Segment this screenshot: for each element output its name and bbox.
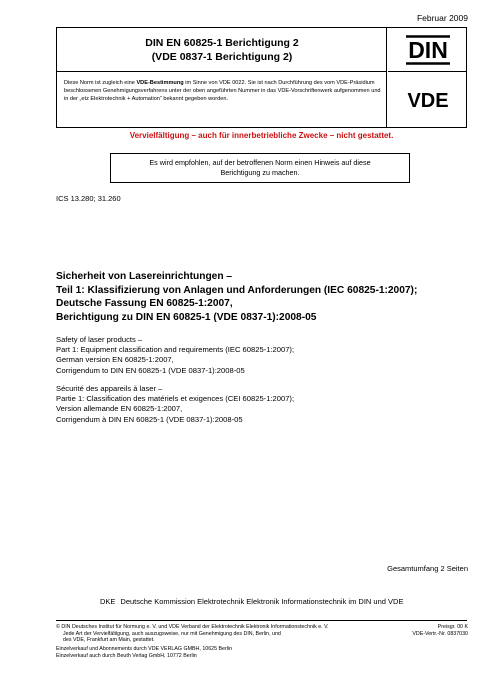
vde-logo	[388, 72, 467, 128]
dke-abbreviation: DKE	[100, 597, 116, 606]
price-group: Preisgr. 00 K	[437, 624, 468, 630]
dke-line	[100, 597, 403, 606]
ics-code: ICS 13.280; 31.260	[56, 194, 121, 203]
price-info	[378, 624, 468, 637]
order-number: VDE-Vertr.-Nr. 0837030	[412, 630, 468, 637]
header-frame	[56, 27, 467, 128]
english-title: Safety of laser products – Part 1: Equipment classification and requirements (IEC 60825-1:2007); German version EN 60825-1:2007, Corrigendum to DIN EN 60825-1 (VDE 0837-1):2008-05	[56, 335, 295, 375]
distribution-info: Einzelverkauf und Abonnements durch VDE VERLAG GMBH, 10625 Berlin Einzelverkauf auch durch Beuth Verlag GmbH, 10772 Berlin	[56, 646, 233, 659]
din-logo-icon	[406, 35, 450, 65]
din-logo-text: DIN	[407, 36, 448, 63]
footer-divider	[56, 620, 467, 621]
vde-logo-icon	[397, 88, 459, 112]
copyright-notice: © DIN Deutsches Institut für Normung e. V. und VDE Verband der Elektrotechnik Elektronik Informationstechnik e. V. Jede Art der Vervielfältigung, auch auszugsweise, nur mit Genehmigung des DIN, Berlin, und des VDE, Frankfurt am Main, gestattet.	[56, 624, 329, 644]
vde-number: (VDE 0837-1 Berichtigung 2)	[151, 51, 293, 63]
french-title: Sécurité des appareils à laser – Partie 1: Classification des matériels et exigences (CEI 60825-1:2007); Version allemande EN 60825-1:2007, Corrigendum à DIN EN 60825-1 (VDE 0837-1):2008-05	[56, 384, 295, 424]
dke-full-name: Deutsche Kommission Elektrotechnik Elektronik Informationstechnik im DIN und VDE	[120, 597, 404, 606]
publication-date: Februar 2009	[416, 13, 468, 23]
document-number: DIN EN 60825-1 Berichtigung 2	[145, 37, 299, 49]
reproduction-notice: Vervielfältigung – auch für innerbetriebliche Zwecke – nicht gestattet.	[129, 131, 394, 140]
vde-logo-text: VDE	[406, 90, 449, 112]
german-title: Sicherheit von Lasereinrichtungen – Teil 1: Klassifizierung von Anlagen und Anforderungen (IEC 60825-1:2007); Deutsche Fassung EN 60825-1:2007, Berichtigung zu DIN EN 60825-1 (VDE 0837-1):2008-05	[56, 271, 418, 323]
vde-notice: Diese Norm ist zugleich eine VDE-Bestimmung im Sinne von VDE 0022. Sie ist nach Durchführung des vom VDE-Präsidium beschlossenen Genehmigungsverfahrens unter der oben angeführten Nummer in das VDE-Vorschriftenwerk aufgenommen und in der „etz Elektrotechnik + Automation“ bekannt gegeben worden.	[64, 80, 381, 102]
din-logo	[388, 28, 467, 72]
total-pages: Gesamtumfang 2 Seiten	[387, 564, 468, 573]
document-title-box	[57, 28, 387, 72]
corrigendum-hint-box: Es wird empfohlen, auf der betroffenen Norm einen Hinweis auf diese Berichtigung zu machen.	[110, 153, 410, 183]
